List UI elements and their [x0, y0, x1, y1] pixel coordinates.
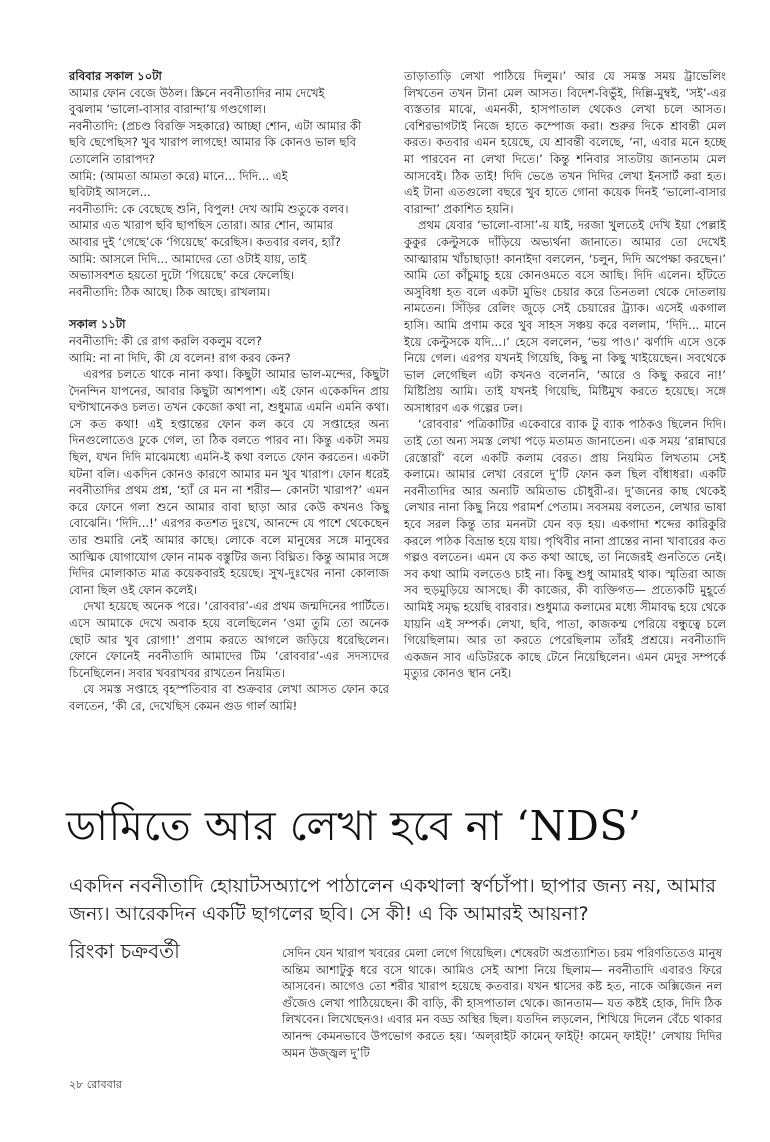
dialogue-line: তোলেনি তারাপদ?	[69, 151, 155, 166]
body-paragraph: তাড়াতাড়ি লেখা পাঠিয়ে দিলুম।’ আর যে সমস্ত সময় ট্রাভেলিং লিখতেন তখন টানা মেল আসত। বিদেশ-বিভুঁই, দিল্লি-মুম্বই, ‘সই’-এর ব্যস্ততার মাঝে, এমনকী, হাসপাতাল থেকেও লেখা চলে আসত। বেশিরভাগটাই নিজে হাতে কম্পোজ করা। শুরুর দিকে শ্রাবন্তী মেল করত। কতবার এমন হয়েছে, যে শ্রাবন্তী বলেছে, ‘না, এবার মনে হচ্ছে মা পারবেন না লেখা দিতে।’ কিন্তু শনিবার সাতটায় জানতাম মেল আসবেই। ঠিক তাই! দিদি ভেঙে তখন দিদির লেখা ইনসার্ট করা হত। এই টানা এতগুলো বছরে খুব হাতে গোনা কয়েক দিনই ‘ভালো-বাসার বারান্দা’ প্রকাশিত হয়নি।	[404, 69, 726, 216]
right-column	[404, 68, 726, 682]
body-paragraph: এরপর চলতে থাকে নানা কথা। কিছুটা আমার ভাল-মন্দের, কিছুটা দৈনন্দিন যাপনের, আবার কিছুটা আশপাশ। এই ফোন একেকদিন প্রায় ঘণ্টাখানেকও চলত। তখন কেজো কথা না, শুধুমাত্র এমনি এমনি কথা। সে কত কথা! এই হপ্তান্তের ফোন কল কবে যে সপ্তাহের অন্য দিনগুলোতেও ঢুকে গেল, তা ঠিক বলতে পারব না। কিন্তু একটা সময় ছিল, যখন দিদি মাঝেমধ্যে এমনি-ই কথা বলতে ফোন করতেন। একটা ঘটনা বলি। একদিন কোনও কারণে আমার মন খুব খারাপ। ফোন ধরেই নবনীতাদির প্রথম প্রশ্ন, ‘হ্যাঁ রে মন না শরীর— কোনটা খারাপ?’ এমন করে ফোনে গলা শুনে আমার বাবা ছাড়া আর কেউ কখনও কিছু বোঝেনি। ‘দিদি...!’ এরপর কতশত দুঃখে, আনন্দে যে পাশে থেকেছেন তার শুমারি নেই আমার কাছে। লোকে বলে মানুষের সঙ্গে মানুষের আত্মিক যোগাযোগ ফোন নামক বস্তুটির জন্য বিঘ্নিত। কিন্তু আমার সঙ্গে দিদির মোলাকাত মাত্র কয়েকবারই হয়েছে। সুখ-দুঃখের নানা কোলাজ বোনা ছিল ওই ফোন কলেই।	[69, 367, 389, 597]
body-paragraph: দেখা হয়েছে অনেক পরে। ‘রোববার’-এর প্রথম জন্মদিনের পার্টিতে। এসে আমাকে দেখে অবাক হয়ে বলেছিলেন ‘ওমা তুমি তো অনেক ছোট আর খুব রোগা!’ প্রণাম করতে আগলে জড়িয়ে ধরেছিলেন। ফোনে ফোনেই নবনীতাদি আমাদের টিম ‘রোববার’-এর সদস্যদের চিনেছিলেন। সবার খবরাখবর রাখতেন নিয়মিত।	[69, 599, 389, 680]
dialogue-line: আমার ফোন বেজে উঠল। স্ক্রিনে নবনীতাদির নাম দেখেই	[69, 85, 325, 100]
article-deck: একদিন নবনীতাদি হোয়াটসঅ্যাপে পাঠালেন একথালা স্বর্ণচাঁপা। ছাপার জন্য নয়, আমার জন্য। আরেকদিন একটি ছাগলের ছবি। সে কী! এ কি আমারই আয়না?	[69, 875, 716, 925]
page-footer: ২৮ রোববার	[69, 1078, 122, 1091]
dialogue-block-1	[69, 85, 389, 301]
dialogue-line: আমি: না না দিদি, কী যে বলেন! রাগ করব কেন?	[69, 350, 291, 365]
dialogue-line: নবনীতাদি: কে বেছেছে শুনি, বিপুল! দেখ আমি শুতুকে বলব।	[69, 201, 349, 216]
dialogue-line: ছবি ছেপেছিস? খুব খারাপ লাগছে! আমার কি কোনও ভাল ছবি	[69, 135, 357, 150]
dialogue-line: নবনীতাদি: কী রে রাগ করলি বকলুম বলে?	[69, 333, 262, 348]
body-paragraph: ‘রোববার’ পত্রিকাটির একেবারে ব্যাক টু ব্যাক পাঠকও ছিলেন দিদি। তাই তো অন্য সমস্ত লেখা পড়ে মতামত জানাতেন। এক সময় ‘রান্নাঘরে রেস্তোরাঁ’ বলে একটি কলাম বেরত। প্রায় নিয়মিত লিখতাম সেই কলামে। আমার লেখা বেরলে দু’টি ফোন কল ছিল বাঁধাধরা। একটি নবনীতাদির আর অন্যটি অমিতাভ চৌধুরী-র। দু’জনের কাছ থেকেই লেখার নানা কিছু নিয়ে পরামর্শ পেতাম। সবসময় বলতেন, লেখার ভাষা হবে সরল কিন্তু তার মননটা যেন বড় হয়। একগাদা শব্দের কারিকুরি করলে পাঠক বিভ্রান্ত হয়ে যায়। পৃথিবীর নানা প্রান্তের নানা খাবারের কত গল্পও বলতেন। এমন যে কত কথা আছে, তা নিজেরই গুনতিতে নেই। সব কথা আমি বলতেও চাই না। কিছু শুধু আমারই থাক। স্মৃতিরা আজ সব হুড়মুড়িয়ে আসছে। কী কাজের, কী ব্যক্তিগত— প্রত্যেকটি মুহূর্তে আমিই সমৃদ্ধ হয়েছি বারবার। শুধুমাত্র কলামের মধ্যে সীমাবদ্ধ হয়ে থেকে যায়নি এই সম্পর্ক। লেখা, ছবি, পাতা, কাজকম্ম পেরিয়ে বন্ধুত্বে চলে গিয়েছিলাম। আর তা করতে পেরেছিলাম তাঁরই প্রশ্রয়ে। নবনীতাদি একজন সাব এডিটরকে কাছে টেনে নিয়েছিলেন। এমন মেদুর সম্পর্কে মৃত্যুর কোনও স্থান নেই।	[404, 417, 726, 681]
dialogue-line: আমি: (আমতা আমতা করে) মানে... দিদি... এই	[69, 168, 288, 183]
section-heading-sunday-10am: রবিবার সকাল ১০টা	[69, 69, 162, 83]
dialogue-line: নবনীতাদি: (প্রচণ্ড বিরক্তি সহকারে) আচ্ছা শোন, এটা আমার কী	[69, 118, 362, 133]
dialogue-line: বুঝলাম ‘ভালো-বাসার বারান্দা’য় গণ্ডগোল।	[69, 102, 267, 117]
author-byline: রিংকা চক্রবর্তী	[69, 939, 180, 963]
dialogue-line: অভ্যাসবশত হয়তো দুটো ‘গিয়েছে’ করে ফেলেছি।	[69, 268, 295, 283]
bottom-column	[282, 945, 722, 1061]
body-paragraph: সেদিন যেন খারাপ খবরের মেলা লেগে গিয়েছিল। শেষেরটা অপ্রত্যাশিত। চরম পরিণতিতেও মানুষ অন্তিম আশাটুকু ধরে বসে থাকে। আমিও সেই আশা নিয়ে ছিলাম— নবনীতাদি এবারও ফিরে আসবেন। আগেও তো শরীর খারাপ হয়েছে কতবার। যখন শ্বাসের কষ্ট হত, নাকে অক্সিজেন নল গুঁজেও লেখা পাঠিয়েছেন। কী বাড়ি, কী হাসপাতাল থেকে। জানতাম— যত কষ্টই হোক, দিদি ঠিক লিখবেন। লিখেছেনও। এবার মন বড্ড অস্থির ছিল। যতদিন লড়লেন, শিখিয়ে দিলেন বেঁচে থাকার আনন্দ কেমনভাবে উপভোগ করতে হয়। ‘অল্‌রাইট কামেন্ ফাইট্! কামেন্ ফাইট্!’ লেখায় দিদির অমন উজ্জ্বল দু’টি	[282, 946, 722, 1060]
body-paragraph: যে সমস্ত সপ্তাহে বৃহস্পতিবার বা শুক্রবার লেখা আসত ফোন করে বলতেন, ‘কী রে, দেখেছিস কেমন গুড গার্ল আমি!	[69, 682, 389, 713]
left-column	[69, 68, 389, 715]
dialogue-line: ছবিটাই আসলে...	[69, 185, 151, 200]
dialogue-line: আবার দুই ‘গেছে’কে ‘গিয়েছে’ করেছিস। কতবার বলব, হ্যাঁ?	[69, 234, 341, 249]
body-paragraph: প্রথম যেবার ‘ভালো-বাসা’-য় যাই, দরজা খুলতেই দেখি ইয়া পেল্লাই কুকুর কেল্টুসকে দাঁড়িয়ে অভ্যর্থনা জানাতে। আমার তো দেখেই আত্মারাম খাঁচাছাড়া! কানাইদা বললেন, ‘চলুন, দিদি অপেক্ষা করছেন।’ আমি তো কাঁচুমাচু হয়ে কোনওমতে বসে আছি। দিদি এলেন। হাঁটতে অসুবিধা হত বলে একটা মুভিং চেয়ার করে তিনতলা থেকে দোতলায় নামতেন। সিঁড়ির রেলিং জুড়ে সেই চেয়ারের ট্র্যাক। এসেই একগাল হাসি। আমি প্রণাম করে খুব সাহস সঞ্চয় করে বললাম, ‘দিদি... মানে ইয়ে কেল্টুসকে যদি...।’ হেসে বললেন, ‘ভয় পাও।’ ঝর্ণাদি এসে ওকে নিয়ে গেল। এরপর যখনই গিয়েছি, কিছু না কিছু খাইয়েছেন। সবথেকে ভাল লেগেছিল এটা কখনও বলেননি, ‘আরে ও কিছু করবে না!’ মিষ্টিপ্রিয় আমি। তাই যখনই গিয়েছি, মিষ্টিমুখ করতে হয়েছে। সঙ্গে অসাধারণ এক গল্পের ঢল।	[404, 218, 726, 415]
section-heading-11am: সকাল ১১টা	[69, 317, 126, 332]
dialogue-line: আমি: আসলে দিদি... আমাদের তো ওটাই যায়, তাই	[69, 251, 307, 266]
article-headline: ডামিতে আর লেখা হবে না ‘NDS’	[66, 802, 642, 850]
dialogue-line: আমার এত খারাপ ছবি ছাপছিস তোরা। আর শোন, আমার	[69, 218, 334, 233]
dialogue-line: নবনীতাদি: ঠিক আছে। ঠিক আছে। রাখলাম।	[69, 284, 271, 299]
